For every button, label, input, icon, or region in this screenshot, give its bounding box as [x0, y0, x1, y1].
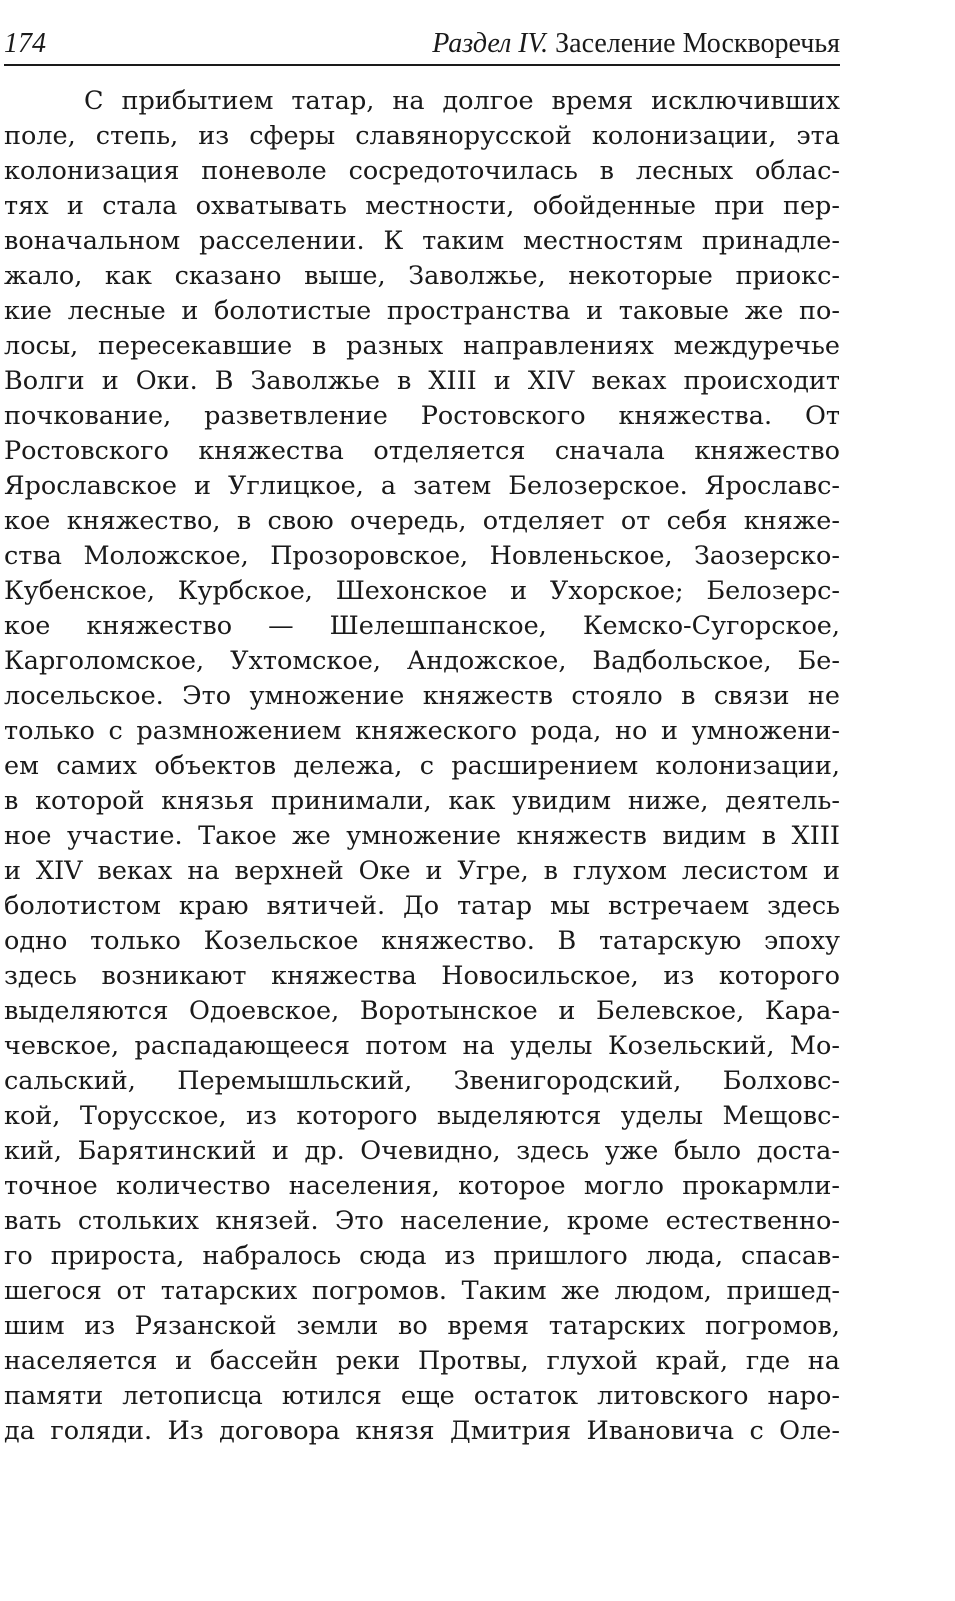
text-line: воначальном расселении. К таким местностям принадле-	[4, 226, 840, 256]
text-line: ное участие. Такое же умножение княжеств видим в XIII	[4, 821, 840, 851]
text-line: шегося от татарских погромов. Таким же людом, пришед-	[4, 1276, 840, 1306]
text-line: Волги и Оки. В Заволжье в XIII и XIV веках происходит	[4, 366, 840, 396]
text-line: в которой князья принимали, как увидим ниже, деятель-	[4, 786, 840, 816]
text-line: чевское, распадающееся потом на уделы Козельский, Мо-	[4, 1031, 840, 1061]
text-line: и XIV веках на верхней Оке и Угре, в глухом лесистом и	[4, 856, 840, 886]
text-line: шим из Рязанской земли во время татарских погромов,	[4, 1311, 840, 1341]
text-line: кое княжество, в свою очередь, отделяет от себя княже-	[4, 506, 840, 536]
running-title	[432, 28, 840, 60]
body-text	[4, 84, 840, 1449]
text-line: болотистом краю вятичей. До татар мы встречаем здесь	[4, 891, 840, 921]
text-line: Ростовского княжества отделяется сначала княжество	[4, 436, 840, 466]
text-line: одно только Козельское княжество. В татарскую эпоху	[4, 926, 840, 956]
text-line: вать стольких князей. Это население, кроме естественно-	[4, 1206, 840, 1236]
text-line: ства Моложское, Прозоровское, Новленьское, Заозерско-	[4, 541, 840, 571]
text-line: выделяются Одоевское, Воротынское и Белевское, Кара-	[4, 996, 840, 1026]
text-line: только с размножением княжеского рода, но и умножени-	[4, 716, 840, 746]
text-line: сальский, Перемышльский, Звенигородский, Болховс-	[4, 1066, 840, 1096]
text-line: почкование, разветвление Ростовского княжества. От	[4, 401, 840, 431]
text-line: точное количество населения, которое могло прокармли-	[4, 1171, 840, 1201]
text-line: памяти летописца ютился еще остаток литовского наро-	[4, 1381, 840, 1411]
text-line: колонизация поневоле сосредоточилась в лесных облас-	[4, 156, 840, 186]
text-line: кие лесные и болотистые пространства и таковые же по-	[4, 296, 840, 326]
text-line: го прироста, набралось сюда из пришлого люда, спасав-	[4, 1241, 840, 1271]
text-line: кий, Барятинский и др. Очевидно, здесь уже было доста-	[4, 1136, 840, 1166]
page-number: 174	[4, 28, 46, 59]
section-title: Заселение Москворечья	[555, 28, 840, 59]
text-line: здесь возникают княжества Новосильское, из которого	[4, 961, 840, 991]
text-line: Кубенское, Курбское, Шехонское и Ухорское; Белозерс-	[4, 576, 840, 606]
text-line: С прибытием татар, на долгое время исключивших	[84, 86, 840, 116]
text-line: ем самих объектов дележа, с расширением колонизации,	[4, 751, 840, 781]
text-line: лосельское. Это умножение княжеств стояло в связи не	[4, 681, 840, 711]
text-line: населяется и бассейн реки Протвы, глухой край, где на	[4, 1346, 840, 1376]
text-line: кое княжество — Шелешпанское, Кемско-Сугорское,	[4, 611, 840, 641]
text-line: жало, как сказано выше, Заволжье, некоторые приокс-	[4, 261, 840, 291]
text-line: Ярославское и Углицкое, а затем Белозерское. Ярославс-	[4, 471, 840, 501]
text-line: Карголомское, Ухтомское, Андожское, Вадбольское, Бе-	[4, 646, 840, 676]
text-line: да голяди. Из договора князя Дмитрия Ивановича с Оле-	[4, 1416, 840, 1446]
text-line: поле, степь, из сферы славянорусской колонизации, эта	[4, 121, 840, 151]
text-line: тях и стала охватывать местности, обойденные при пер-	[4, 191, 840, 221]
text-line: лосы, пересекавшие в разных направлениях междуречье	[4, 331, 840, 361]
running-header	[4, 24, 840, 66]
section-label: Раздел IV.	[432, 28, 549, 59]
text-line: кой, Торусское, из которого выделяются уделы Мещовс-	[4, 1101, 840, 1131]
